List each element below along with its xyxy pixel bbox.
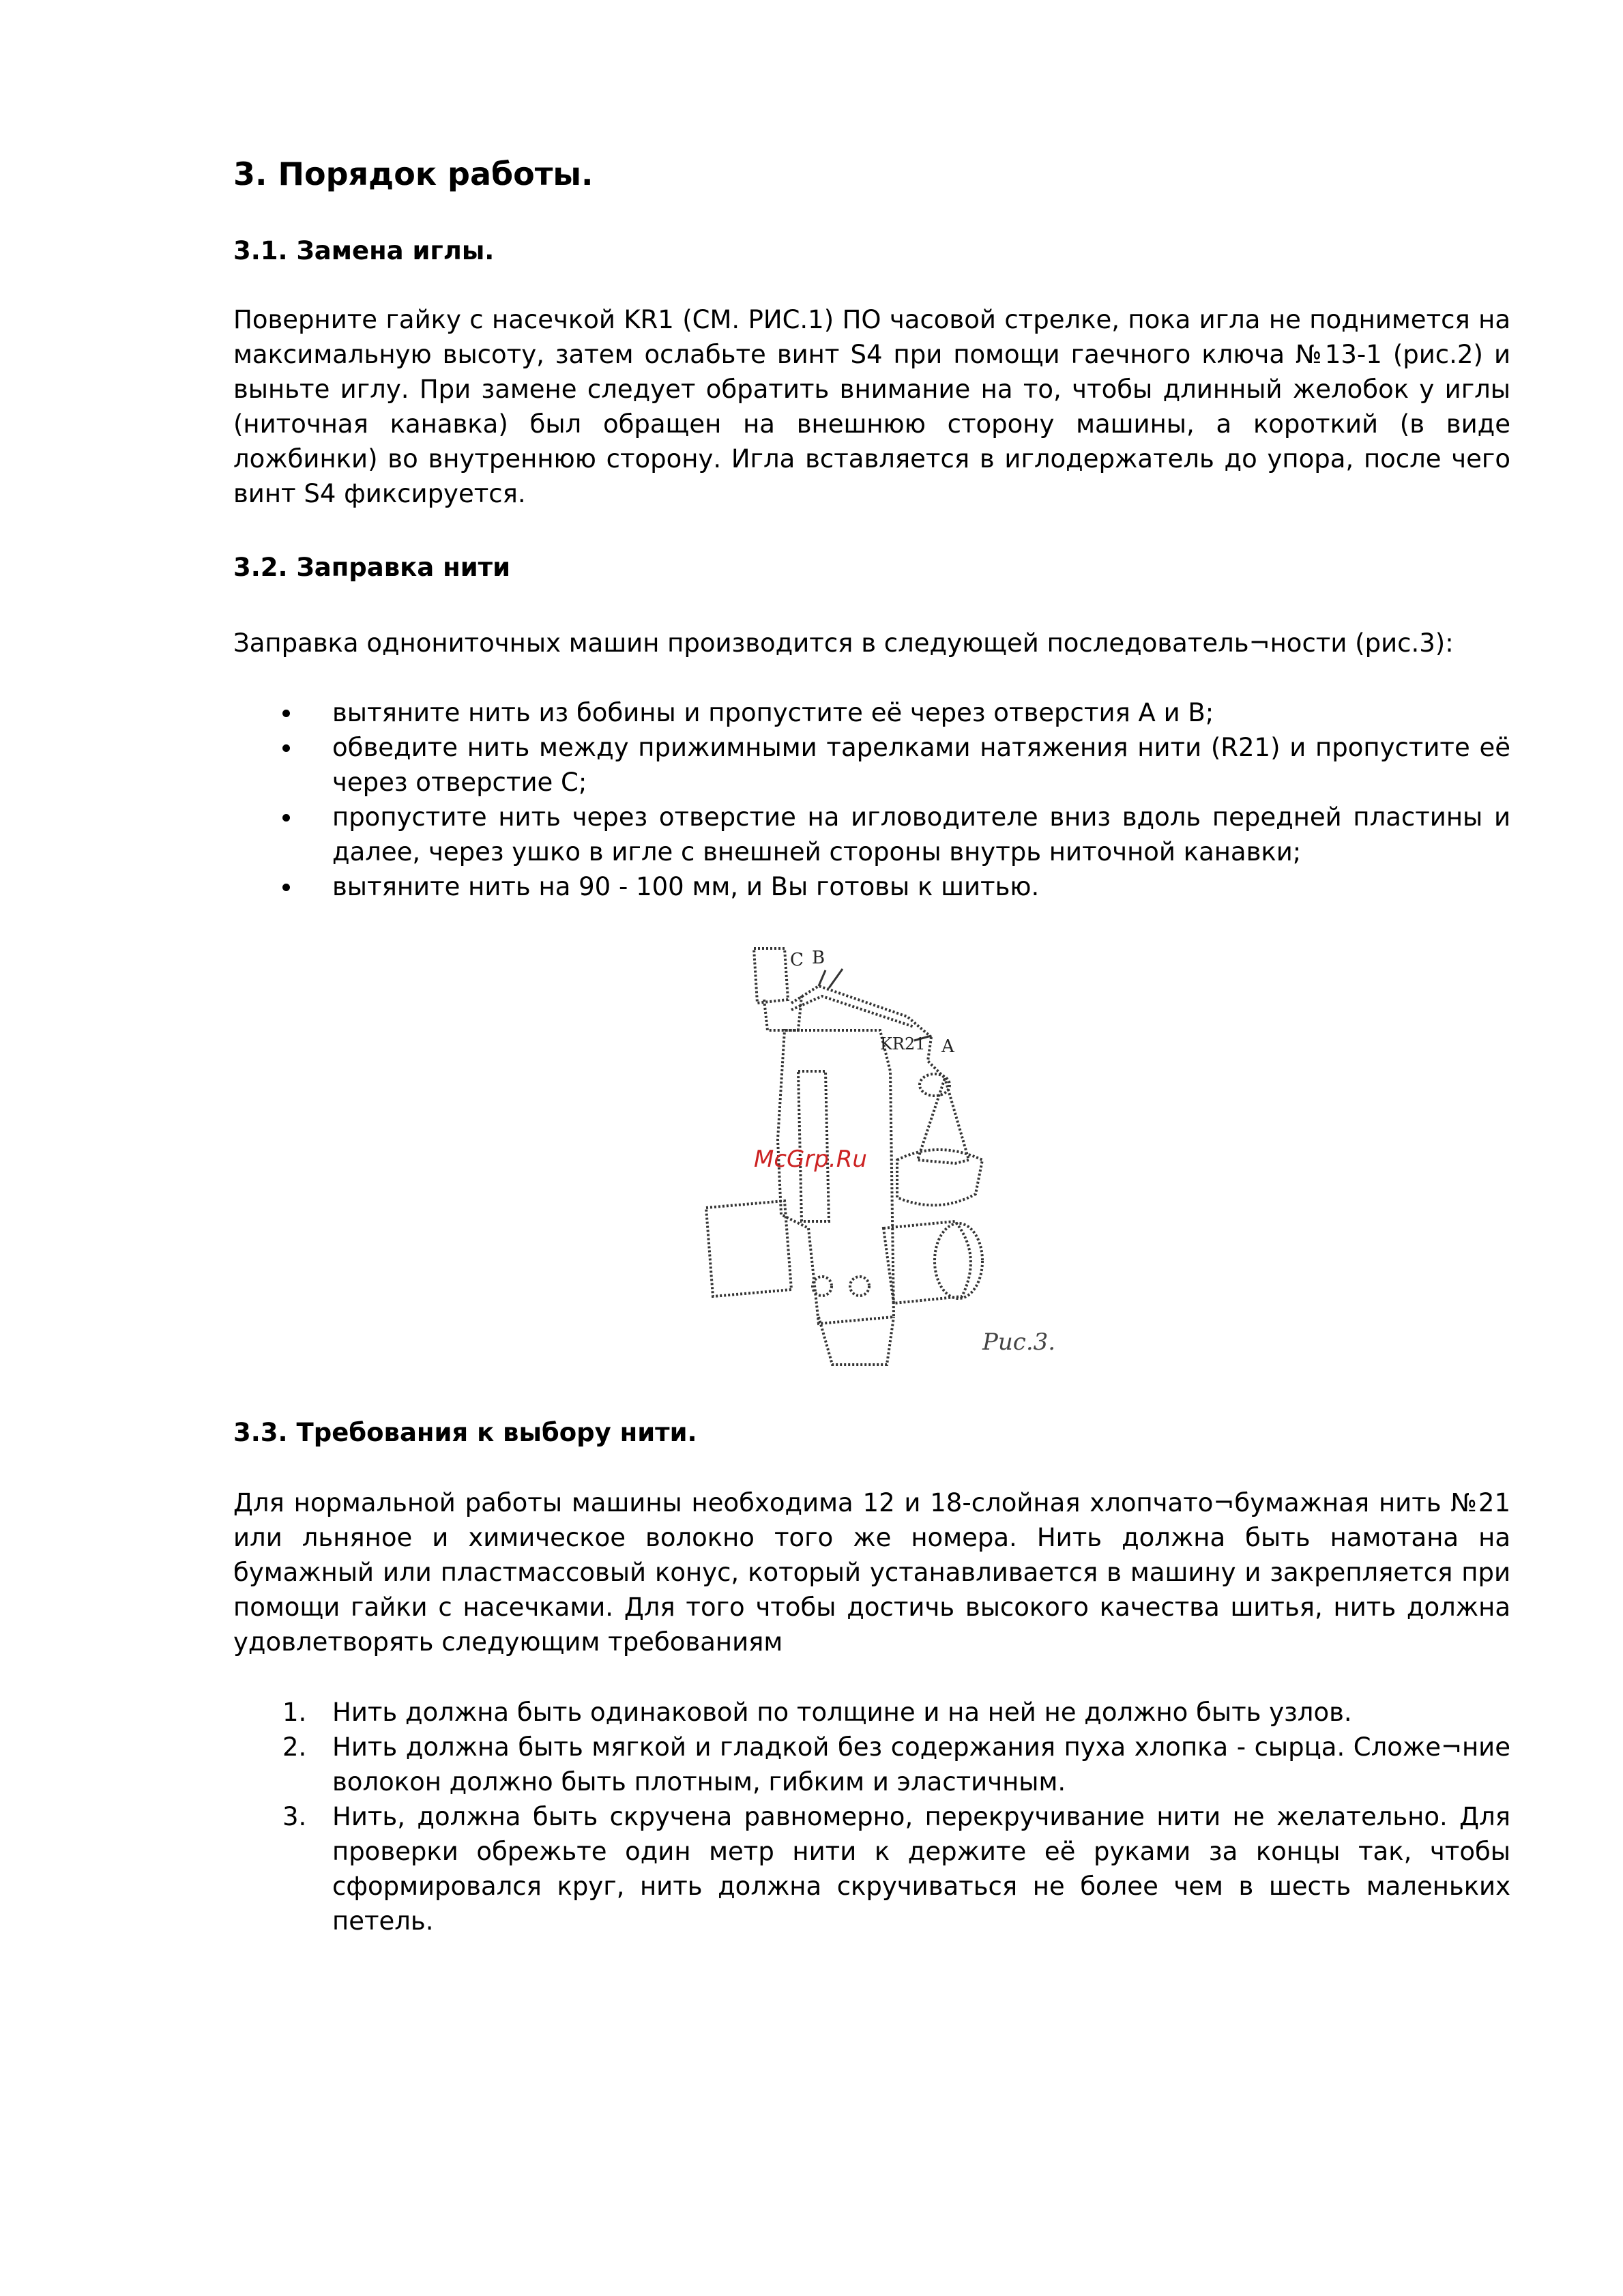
watermark: McGrp.Ru (754, 1146, 867, 1173)
list-item (233, 1695, 1510, 1730)
figure-caption: Рис.3. (982, 1328, 1056, 1356)
list-item-text: вытяните нить на 90 - 100 мм, и Вы готовы к шитью. (332, 872, 1040, 901)
list-item-text: Нить должна быть одинаковой по толщине и на ней не должно быть узлов. (332, 1698, 1352, 1727)
thread-requirements-text (233, 1485, 1510, 1659)
threading-figure (689, 935, 1112, 1378)
list-item (233, 800, 1510, 869)
bullet-icon (282, 814, 290, 822)
section-title: 3. Порядок работы. (233, 156, 594, 192)
threading-intro-block (233, 626, 1510, 660)
thread-requirements-list (233, 1695, 1510, 1938)
needle-replacement-text (233, 302, 1510, 511)
figure-label-a: A (941, 1036, 954, 1057)
list-item-text: Нить, должна быть скручена равномерно, перекручивание нити не желательно. Для проверки обрежьте один метр нити к держите её руками за концы так, чтобы сформировался круг, нить должна скручиваться не более чем в шесть маленьких петель. (332, 1802, 1510, 1936)
threading-intro: Заправка однониточных машин производится в следующей последователь¬ности (рис.3): (233, 628, 1454, 658)
sewing-machine-drawing-icon (689, 935, 1112, 1378)
subsection-title-threading: 3.2. Заправка нити (233, 553, 510, 582)
list-item-text: вытяните нить из бобины и пропустите её через отверстия А и В; (332, 698, 1214, 727)
list-item (233, 1730, 1510, 1799)
list-item (233, 1799, 1510, 1938)
bullet-icon (282, 710, 290, 717)
bullet-icon (282, 744, 290, 752)
list-item (233, 695, 1510, 730)
list-item-text: обведите нить между прижимными тарелками натяжения нити (R21) и пропустите её через отверстие С; (332, 733, 1510, 797)
figure-label-kr21: KR21 (880, 1034, 926, 1053)
figure-label-b: B (812, 948, 825, 968)
bullet-icon (282, 884, 290, 891)
subsection-title-needle: 3.1. Замена иглы. (233, 236, 495, 265)
subsection-title-thread-requirements: 3.3. Требования к выбору нити. (233, 1418, 697, 1447)
thread-requirements-paragraph: Для нормальной работы машины необходима 12 и 18-слойная хлопчато¬бумажная нить №21 или льняное и химическое волокно того же номера. Нить должна быть намотана на бумажный или пластмассовый конус, который устанавливается в машину и закрепляется при помощи гайки с насечками. Для того чтобы достичь высокого качества шитья, нить должна удовлетворять следующим требованиям (233, 1488, 1510, 1657)
list-number: 2. (282, 1732, 307, 1762)
list-item (233, 869, 1510, 904)
list-number: 1. (282, 1698, 307, 1727)
list-item (233, 730, 1510, 800)
list-number: 3. (282, 1802, 307, 1831)
needle-paragraph: Поверните гайку с насечкой KR1 (СМ. РИС.1) ПО часовой стрелке, пока игла не поднимется на максимальную высоту, затем ослабьте винт S4 при помощи гаечного ключа №13-1 (рис.2) и выньте иглу. При замене следует обратить внимание на то, чтобы длинный желобок у иглы (ниточная канавка) был обращен на внешнюю сторону машины, а короткий (в виде ложбинки) во внутреннюю сторону. Игла вставляется в иглодержатель до упора, после чего винт S4 фиксируется. (233, 305, 1510, 508)
list-item-text: Нить должна быть мягкой и гладкой без содержания пуха хлопка - сырца. Сложе¬ние волокон должно быть плотным, гибким и эластичным. (332, 1732, 1510, 1797)
list-item-text: пропустите нить через отверстие на игловодителе вниз вдоль передней пластины и далее, через ушко в игле с внешней стороны внутрь ниточной канавки; (332, 802, 1510, 867)
figure-label-c: C (790, 950, 804, 970)
threading-steps-list (233, 695, 1510, 904)
